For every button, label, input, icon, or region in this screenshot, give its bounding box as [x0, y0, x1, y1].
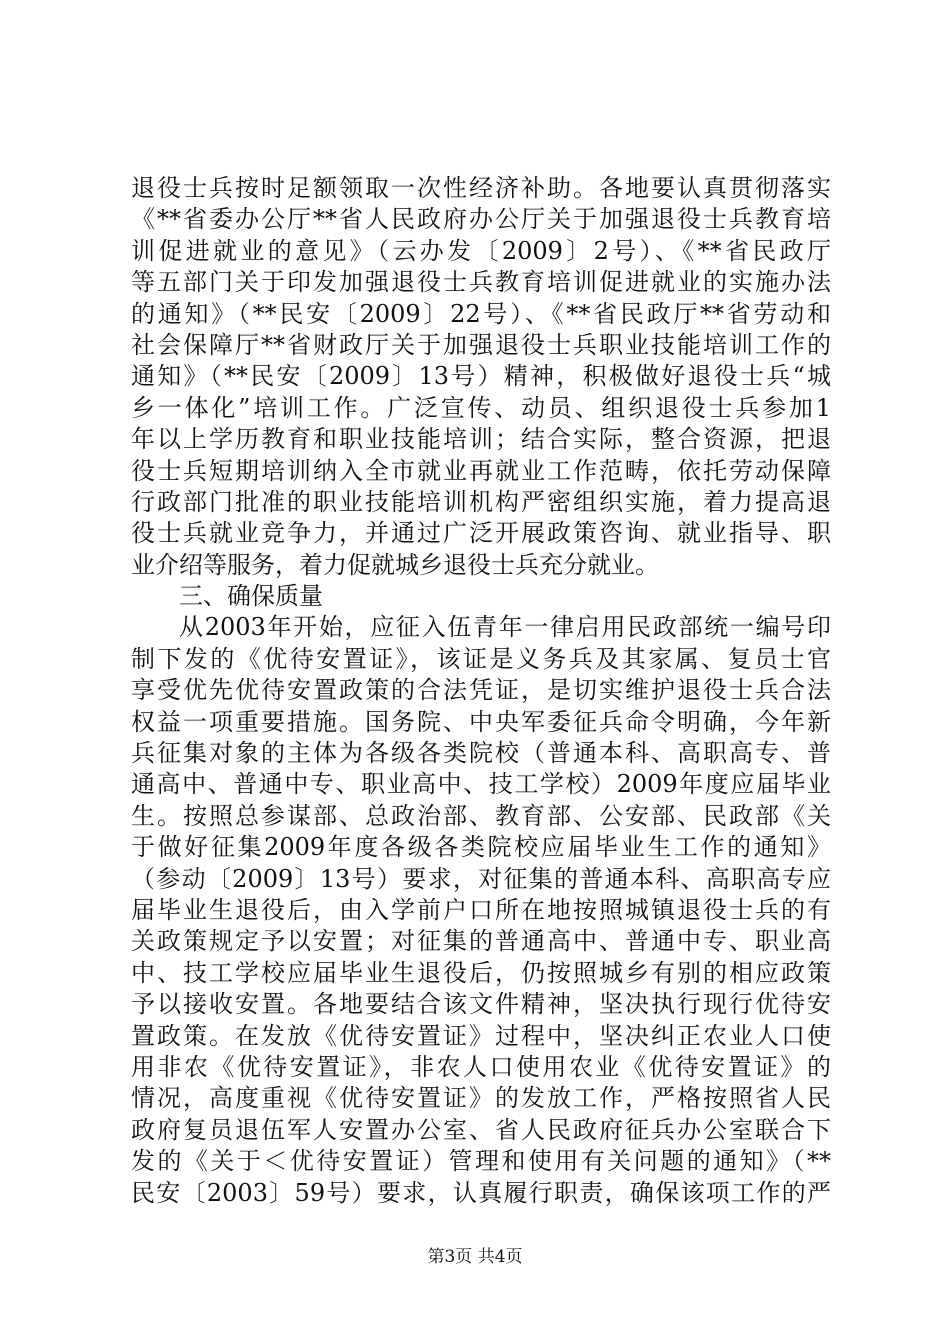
document-body — [131, 173, 831, 1209]
text-line: 政府复员退伍军人安置办公室、省人民政府征兵办公室联合下 — [131, 1115, 831, 1144]
text-line: 情况，高度重视《优待安置证》的发放工作，严格按照省人民 — [131, 1084, 831, 1113]
text-line: 的通知》（**民安〔2009〕22号）、《**省民政厅**省劳动和 — [131, 299, 831, 328]
page-footer — [0, 1242, 950, 1267]
text-line: 业介绍等服务，着力促就城乡退役士兵充分就业。 — [131, 550, 659, 579]
text-line: 享受优先优待安置政策的合法凭证，是切实维护退役士兵合法 — [131, 676, 831, 705]
section-heading: 三、确保质量 — [179, 582, 323, 611]
text-line: 生。按照总参谋部、总政治部、教育部、公安部、民政部《关 — [131, 801, 831, 830]
text-line: 通知》（**民安〔2009〕13号）精神，积极做好退役士兵“城 — [131, 362, 831, 391]
text-line: 中、技工学校应届毕业生退役后，仍按照城乡有别的相应政策 — [131, 958, 831, 987]
text-line: 社会保障厅**省财政厅关于加强退役士兵职业技能培训工作的 — [131, 330, 831, 359]
text-line: 通高中、普通中专、职业高中、技工学校）2009年度应届毕业 — [131, 770, 831, 799]
text-line: 从2003年开始，应征入伍青年一律启用民政部统一编号印 — [179, 613, 831, 642]
text-line: 役士兵短期培训纳入全市就业再就业工作范畴，依托劳动保障 — [131, 456, 831, 485]
text-line: 于做好征集2009年度各级各类院校应届毕业生工作的通知》 — [131, 833, 831, 862]
text-line: 退役士兵按时足额领取一次性经济补助。各地要认真贯彻落实 — [131, 174, 831, 202]
text-line: 役士兵就业竞争力，并通过广泛开展政策咨询、就业指导、职 — [131, 519, 831, 548]
text-line: 发的《关于＜优待安置证）管理和使用有关问题的通知》（** — [131, 1147, 831, 1176]
text-line: 用非农《优待安置证》，非农人口使用农业《优待安置证》的 — [131, 1052, 831, 1081]
text-line: 制下发的《优待安置证》，该证是义务兵及其家属、复员士官 — [131, 644, 831, 673]
text-line: （参动〔2009〕13号）要求，对征集的普通本科、高职高专应 — [131, 864, 831, 893]
text-line: 权益一项重要措施。国务院、中央军委征兵命令明确，今年新 — [131, 707, 831, 736]
page-number: 第3页 共4页 — [427, 1247, 523, 1267]
text-line: 等五部门关于印发加强退役士兵教育培训促进就业的实施办法 — [131, 268, 831, 297]
text-line: 乡一体化”培训工作。广泛宣传、动员、组织退役士兵参加1 — [131, 393, 831, 422]
text-line: 关政策规定予以安置；对征集的普通高中、普通中专、职业高 — [131, 927, 831, 956]
text-line: 置政策。在发放《优待安置证》过程中，坚决纠正农业人口使 — [131, 1021, 831, 1050]
text-line: 训促进就业的意见》（云办发〔2009〕2号）、《**省民政厅 — [131, 236, 831, 265]
text-line: 年以上学历教育和职业技能培训；结合实际，整合资源，把退 — [131, 425, 831, 454]
text-line: 民安〔2003〕59号）要求，认真履行职责，确保该项工作的严 — [131, 1178, 831, 1207]
text-line: 《**省委办公厅**省人民政府办公厅关于加强退役士兵教育培 — [131, 205, 831, 234]
text-line: 予以接收安置。各地要结合该文件精神，坚决执行现行优待安 — [131, 990, 831, 1019]
text-line: 行政部门批准的职业技能培训机构严密组织实施，着力提高退 — [131, 487, 831, 516]
text-line: 兵征集对象的主体为各级各类院校（普通本科、高职高专、普 — [131, 739, 831, 768]
text-line: 届毕业生退役后，由入学前户口所在地按照城镇退役士兵的有 — [131, 895, 831, 924]
